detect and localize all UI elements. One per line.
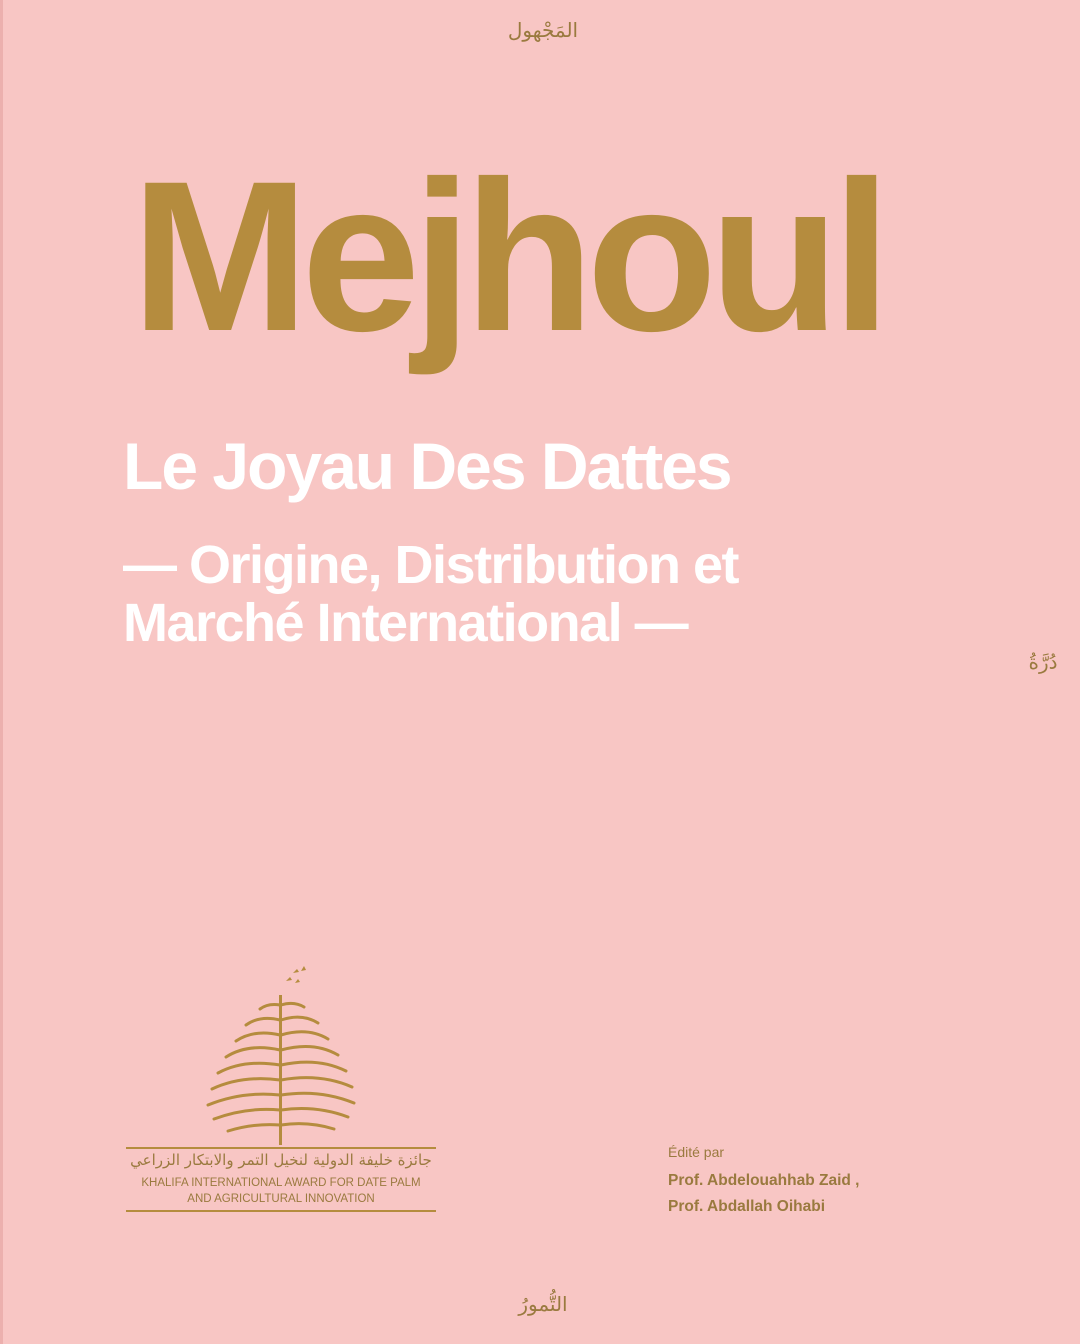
editor-name-1: Prof. Abdelouahhab Zaid , bbox=[668, 1172, 860, 1189]
palm-leaf-icon bbox=[198, 965, 364, 1147]
editor-name-2: Prof. Abdallah Oihabi bbox=[668, 1198, 826, 1215]
book-subtitle: Le Joyau Des Dattes bbox=[123, 429, 731, 503]
logo-english-line-1: KHALIFA INTERNATIONAL AWARD FOR DATE PALM bbox=[141, 1177, 421, 1189]
arabic-side-word: دُرَّةُ bbox=[1028, 650, 1058, 674]
edited-by-label: Édité par bbox=[668, 1144, 725, 1160]
arabic-top-word: المَجْهول bbox=[507, 18, 579, 42]
logo-divider-top bbox=[126, 1147, 436, 1149]
editors-block bbox=[668, 1142, 968, 1220]
book-title: Mejhoul bbox=[131, 137, 884, 376]
logo-arabic-text: جائزة خليفة الدولية لنخيل التمر والابتكار الزراعي bbox=[130, 1151, 432, 1169]
book-subtitle-secondary bbox=[123, 536, 1023, 652]
arabic-bottom-word: التُّمورُ bbox=[518, 1292, 568, 1316]
logo-english-line-2: AND AGRICULTURAL INNOVATION bbox=[187, 1193, 375, 1205]
logo-divider-bottom bbox=[126, 1210, 436, 1212]
subtitle-line-1: — Origine, Distribution et bbox=[123, 535, 739, 595]
subtitle-line-2: Marché International — bbox=[123, 593, 688, 653]
khalifa-award-logo bbox=[123, 965, 439, 1215]
